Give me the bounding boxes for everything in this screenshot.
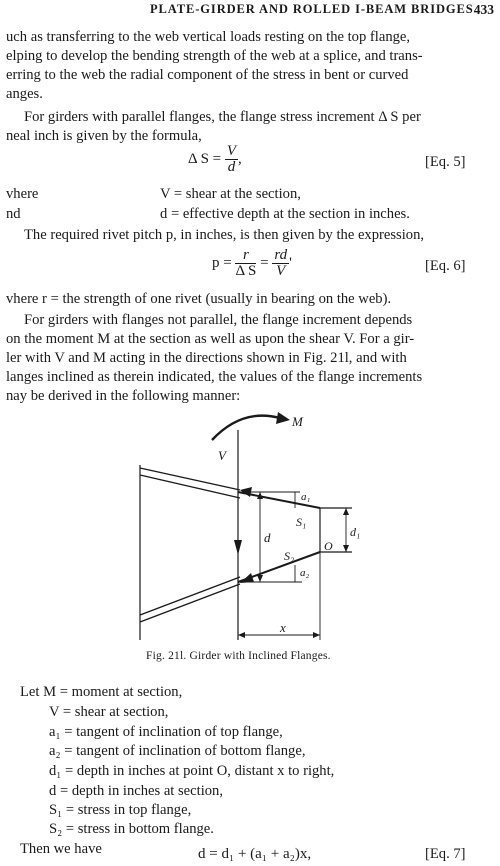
equation-7: d = d₁ + (a₁ + a₂)x, [198,846,312,862]
para1-line: elping to develop the bending strength of the web at a splice, and trans- [6,48,423,64]
para2-line: For girders with parallel flanges, the flange stress increment Δ S per [24,109,421,125]
running-title: PLATE-GIRDER AND ROLLED I-BEAM BRIDGES [150,2,474,16]
definition-line: d₁ = depth in inches at point O, distant x to right, [49,763,335,779]
then-line: Then we have [20,841,102,857]
definition-line: a₁ = tangent of inclination of top flange, [49,724,283,740]
eq5-label: [Eq. 5] [425,154,466,170]
v-arrow-head [234,540,242,555]
eq6-fraction-1 [235,248,256,279]
para5-line: For girders with flanges not parallel, the flange increment depends [24,312,413,328]
para4-line: vhere r = the strength of one rivet (usually in bearing on the web). [6,291,392,307]
running-header [0,2,500,20]
para5-line: ler with V and M acting in the directions shown in Fig. 21l, and with [6,350,407,366]
label-o: O [324,539,333,553]
definition-line: S₂ = stress in bottom flange. [49,821,214,837]
para1-line: anges. [6,86,43,102]
s2-arrow-head [240,573,254,583]
para2-line: neal inch is given by the formula, [6,128,202,144]
definition-line: S₁ = stress in top flange, [49,802,192,818]
eq6-den2: V [276,263,286,279]
para1-line: erring to the web the radial component of the stress in bent or curved [6,67,409,83]
where-def-d: d = effective depth at the section in inches. [160,206,410,222]
label-s1: S₁ [296,515,307,529]
eq7-label: [Eq. 7] [425,846,466,862]
where-word: vhere [6,186,39,202]
label-a1: a₁ [301,491,311,503]
eq6-lhs: p = [212,254,232,271]
eq6-tail: ' [289,254,292,271]
label-x: x [280,620,286,635]
equation-5 [188,144,242,175]
label-a2: a₂ [300,567,310,579]
eq6-num1: r [243,247,249,263]
bottom-flange-line [140,584,240,622]
moment-arrow-head [276,412,290,424]
para5-line: on the moment M at the section as well as upon the shear V. For a gir- [6,331,415,347]
definition-line: a₂ = tangent of inclination of bottom flange, [49,743,306,759]
eq5-den: d [227,159,236,175]
eq6-mid: = [260,254,269,271]
para1-line: uch as transferring to the web vertical loads resting on the top flange, [6,29,411,45]
label-v: V [218,448,226,463]
page-number: 433 [473,2,494,17]
eq6-den1: Δ S [235,263,257,279]
label-d1: d₁ [350,525,361,539]
moment-arc [212,416,280,440]
para3-line: The required rivet pitch p, in inches, is then given by the expression, [24,227,425,243]
and-word: nd [6,206,21,222]
eq6-num2: rd [274,247,288,263]
eq5-fraction [225,144,238,175]
definition-line: d = depth in inches at section, [49,783,223,799]
bottom-flange-line [140,577,240,615]
figure-21l [120,400,390,640]
definition-line: V = shear at section, [49,704,169,720]
eq5-num: V [226,143,237,159]
eq6-label: [Eq. 6] [425,258,466,274]
para5-line: nay be derived in the following manner: [6,388,241,404]
definition-line: Let M = moment at section, [20,684,183,700]
label-s2: S₂ [284,549,295,563]
eq5-lhs: Δ S = [188,150,222,167]
label-m: M [292,414,303,429]
eq5-tail: , [238,150,242,167]
eq6-fraction-2 [272,248,289,279]
where-def-v: V = shear at the section, [160,186,301,202]
label-d: d [264,530,271,545]
para5-line: langes inclined as therein indicated, the values of the flange increments [6,369,423,385]
figure-caption: Fig. 21l. Girder with Inclined Flanges. [146,650,331,662]
equation-6 [212,248,292,279]
